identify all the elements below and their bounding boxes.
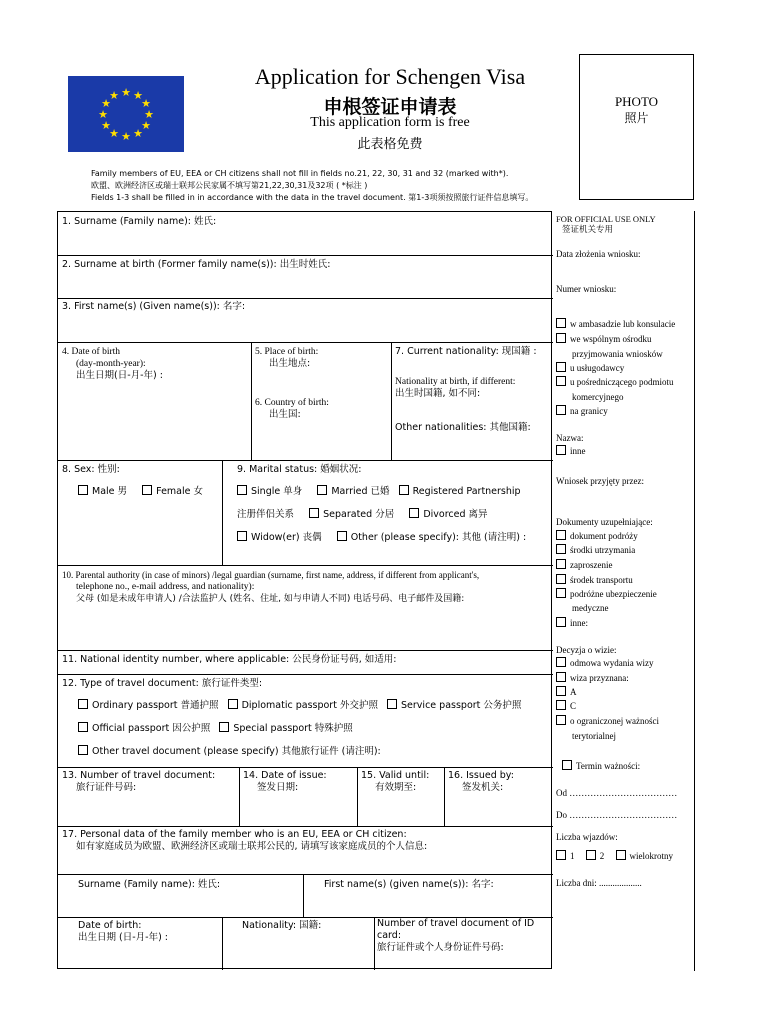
- family-nationality-field[interactable]: [242, 920, 321, 932]
- special-passport-label: Special passport 特殊护照: [233, 723, 353, 734]
- common-centre-label: we wspólnym ośrodku: [570, 334, 652, 344]
- married-label: Married 已婚: [331, 486, 390, 497]
- ltv-checkbox[interactable]: [556, 715, 566, 725]
- nationality-birth-label: Nationality at birth, if different:: [395, 377, 516, 387]
- svg-text:★: ★: [121, 86, 131, 99]
- note-1: Family members of EU, EEA or CH citizens shall not fill in fields no.21, 22, 30, 31 and 32 (marked with*).: [91, 169, 509, 178]
- doc-insurance-checkbox[interactable]: [556, 588, 566, 598]
- service-passport-label: Service passport 公务护照: [401, 700, 522, 711]
- female-checkbox[interactable]: [142, 485, 152, 495]
- guardian-label: 10. Parental authority (in case of minors) /legal guardian (surname, first name, address, if different from applicant's,: [62, 570, 480, 580]
- field-guardian[interactable]: [62, 569, 550, 605]
- intermediary-label: u pośredniczącego podmiotu: [570, 377, 674, 387]
- family-first-name-label: First name(s) (given name(s)): 名字:: [324, 879, 494, 890]
- decision-c: [556, 700, 576, 712]
- field-nationality[interactable]: [395, 346, 551, 434]
- marital-other-label: Other (please specify): 其他 (请注明) :: [350, 532, 527, 543]
- field-first-name[interactable]: [62, 301, 245, 313]
- eu-flag-logo: [68, 76, 184, 152]
- valid-from-label: Od ………………………………: [556, 788, 678, 798]
- family-surname-label: Surname (Family name): 姓氏:: [78, 879, 221, 890]
- intermediary-label-2: komercyjnego: [572, 392, 624, 402]
- svg-text:★: ★: [133, 127, 143, 140]
- field-country-of-birth[interactable]: [255, 397, 329, 421]
- guardian-label-2: telephone no., e-mail address, and nationality):: [76, 582, 255, 592]
- marital-label: 9. Marital status: 婚姻状况:: [237, 464, 362, 475]
- visa-c-label: C: [570, 701, 577, 711]
- family-dob-label: Date of birth:: [78, 920, 142, 931]
- family-surname-field[interactable]: [78, 879, 220, 891]
- visa-a-label: A: [570, 687, 577, 697]
- svg-text:★: ★: [101, 97, 111, 110]
- field-first-name-label: 3. First name(s) (Given name(s)): 名字:: [62, 301, 246, 312]
- place-common-centre: [556, 333, 652, 345]
- dob-label-zh: 出生日期(日-月-年) :: [76, 370, 163, 381]
- family-member-label-zh: 如有家庭成员为欧盟、欧洲经济区或瑞士联邦公民的, 请填写该家庭成员的个人信息:: [76, 841, 428, 852]
- doc-insurance: [556, 588, 657, 600]
- special-passport-checkbox[interactable]: [219, 722, 229, 732]
- visa-a-checkbox[interactable]: [556, 686, 566, 696]
- entries-options: [556, 850, 673, 862]
- field-date-of-birth[interactable]: [62, 346, 163, 382]
- refused-label: odmowa wydania wizy: [570, 658, 654, 668]
- decision-refused: [556, 657, 653, 669]
- entries-label: Liczba wjazdów:: [556, 832, 618, 842]
- field-family-member: [62, 829, 550, 853]
- ltv-label: o ograniczonej ważności: [570, 716, 659, 726]
- application-form: [57, 211, 552, 969]
- service-passport-checkbox[interactable]: [387, 699, 397, 709]
- pob-label-zh: 出生地点:: [269, 358, 311, 369]
- place-provider: [556, 362, 624, 374]
- doc-insurance-label-2: medyczne: [572, 603, 609, 613]
- intermediary-checkbox[interactable]: [556, 376, 566, 386]
- provider-label: u usługodawcy: [570, 363, 625, 373]
- application-date-label: Data złożenia wniosku:: [556, 249, 641, 259]
- official-heading-zh: 签证机关专用: [562, 225, 614, 235]
- svg-text:★: ★: [101, 119, 111, 132]
- family-first-name-field[interactable]: [324, 879, 494, 891]
- single-label: Single 单身: [251, 486, 303, 497]
- valid-until-label: 15. Valid until:: [361, 770, 430, 781]
- svg-text:★: ★: [109, 89, 119, 102]
- validity-label: Termin ważności:: [576, 761, 641, 771]
- single-checkbox[interactable]: [237, 485, 247, 495]
- note-3: Fields 1-3 shall be filled in in accordance with the data in the travel document. 第1-3项须按照旅行证件信息填写。: [91, 193, 534, 202]
- entries-2-checkbox[interactable]: [586, 850, 596, 860]
- application-number-label: Numer wniosku:: [556, 284, 617, 294]
- place-border: [556, 405, 608, 417]
- visa-c-checkbox[interactable]: [556, 700, 566, 710]
- place-intermediary: [556, 376, 673, 388]
- days-label: Liczba dni: ...................: [556, 878, 642, 888]
- divorced-checkbox[interactable]: [409, 508, 419, 518]
- provider-checkbox[interactable]: [556, 362, 566, 372]
- decision-issued: [556, 672, 629, 684]
- other-place-checkbox[interactable]: [556, 445, 566, 455]
- official-heading: FOR OFFICIAL USE ONLY: [556, 214, 656, 224]
- doc-means: [556, 544, 635, 556]
- female-label: Female 女: [156, 486, 204, 497]
- validity-checkbox[interactable]: [562, 760, 572, 770]
- issue-date-label: 14. Date of issue:: [243, 770, 327, 781]
- border-label: na granicy: [570, 406, 608, 416]
- valid-until-label-zh: 有效期至:: [375, 782, 417, 793]
- svg-text:★: ★: [144, 108, 154, 121]
- male-checkbox[interactable]: [78, 485, 88, 495]
- nationality-label: 7. Current nationality: 现国籍 :: [395, 346, 537, 357]
- decision-ltv: [556, 715, 659, 727]
- nationality-birth-label-zh: 出生时国籍, 如不同:: [395, 388, 481, 399]
- common-centre-checkbox[interactable]: [556, 333, 566, 343]
- photo-box: [579, 54, 694, 200]
- doc-transport-label: środek transportu: [570, 575, 633, 585]
- form-title-zh: 申根签证申请表: [323, 96, 457, 118]
- dob-label: 4. Date of birth: [62, 347, 121, 357]
- doc-other: [556, 617, 588, 629]
- field-surname-at-birth-label: 2. Surname at birth (Former family name(s)): 出生时姓氏:: [62, 259, 331, 270]
- ltv-label-2: terytorialnej: [572, 731, 616, 741]
- doc-means-label: środki utrzymania: [570, 545, 636, 555]
- doc-invitation: [556, 559, 612, 571]
- entries-2-label: 2: [599, 851, 605, 861]
- other-document-label: Other travel document (please specify) 其他旅行证件 (请注明):: [92, 746, 381, 757]
- svg-text:★: ★: [141, 97, 151, 110]
- place-other: [556, 445, 586, 457]
- doc-number-label-zh: 旅行证件号码:: [76, 782, 137, 793]
- photo-label: PHOTO: [614, 94, 659, 109]
- doc-transport-checkbox[interactable]: [556, 574, 566, 584]
- field-date-of-issue[interactable]: [243, 770, 327, 794]
- family-nationality-label: Nationality: 国籍:: [242, 920, 322, 931]
- official-passport-label: Official passport 因公护照: [92, 723, 211, 734]
- svg-text:★: ★: [121, 130, 131, 143]
- separated-checkbox[interactable]: [309, 508, 319, 518]
- partnership-label-zh: 注册伴侣关系: [237, 509, 295, 520]
- svg-text:★: ★: [133, 89, 143, 102]
- valid-to-label: Do ………………………………: [556, 810, 678, 820]
- dob-format: (day-month-year):: [76, 359, 146, 369]
- doc-number-label: 13. Number of travel document:: [62, 770, 216, 781]
- partnership-label: Registered Partnership: [412, 486, 521, 497]
- field-travel-document-type: [62, 678, 550, 758]
- official-use-column: [552, 211, 695, 971]
- note-2: 欧盟、欧洲经济区或瑞士联邦公民家属不填写第21,22,30,31及32项 ( *标注 ): [91, 181, 368, 190]
- form-title: Application for Schengen Visa: [254, 64, 526, 89]
- family-document-label-zh: 旅行证件或个人身份证件号码:: [377, 942, 504, 953]
- other-document-checkbox[interactable]: [78, 745, 88, 755]
- widow-checkbox[interactable]: [237, 531, 247, 541]
- cob-label: 6. Country of birth:: [255, 398, 329, 408]
- guardian-label-zh: 父母 (如是未成年申请人) /合法监护人 (姓名、住址, 如与申请人不同) 电话号码、电子邮件及国籍:: [76, 594, 465, 604]
- family-dob-label-zh: 出生日期 (日-月-年) :: [78, 932, 169, 943]
- field-marital-status: [237, 464, 549, 544]
- doc-other-label: inne:: [570, 618, 588, 628]
- doc-travel-checkbox[interactable]: [556, 530, 566, 540]
- entries-1-label: 1: [570, 851, 575, 861]
- issued-label: wiza przyznana:: [570, 673, 629, 683]
- decision-a: [556, 686, 577, 698]
- partnership-checkbox[interactable]: [399, 485, 409, 495]
- field-issued-by[interactable]: [448, 770, 514, 794]
- divorced-label: Divorced 离异: [423, 509, 488, 520]
- issued-checkbox[interactable]: [556, 672, 566, 682]
- entries-1-checkbox[interactable]: [556, 850, 566, 860]
- instructions: [91, 168, 561, 204]
- field-document-number[interactable]: [62, 770, 215, 794]
- refused-checkbox[interactable]: [556, 657, 566, 667]
- validity: [562, 760, 640, 772]
- field-surname[interactable]: [62, 216, 216, 228]
- ordinary-passport-label: Ordinary passport 普通护照: [92, 700, 219, 711]
- doc-travel-label: dokument podróży: [570, 531, 638, 541]
- doc-travel: [556, 530, 638, 542]
- ordinary-passport-checkbox[interactable]: [78, 699, 88, 709]
- entries-multiple-checkbox[interactable]: [616, 850, 626, 860]
- national-id-label: 11. National identity number, where applicable: 公民身份证号码, 如适用:: [62, 654, 397, 665]
- doc-means-checkbox[interactable]: [556, 544, 566, 554]
- field-place-of-birth[interactable]: [255, 346, 318, 370]
- diplomatic-passport-label: Diplomatic passport 外交护照: [241, 700, 378, 711]
- field-surname-label: 1. Surname (Family name): 姓氏:: [62, 216, 217, 227]
- official-passport-checkbox[interactable]: [78, 722, 88, 732]
- doc-transport: [556, 574, 633, 586]
- field-national-id[interactable]: [62, 654, 397, 666]
- svg-text:★: ★: [109, 127, 119, 140]
- doc-insurance-label: podróżne ubezpieczenie: [570, 589, 657, 599]
- issue-date-label-zh: 签发日期:: [257, 782, 299, 793]
- diplomatic-passport-checkbox[interactable]: [228, 699, 238, 709]
- other-place-label: inne: [570, 446, 586, 456]
- field-sex: [62, 464, 203, 498]
- common-centre-label-2: przyjmowania wniosków: [572, 349, 663, 359]
- doc-invitation-label: zaproszenie: [570, 560, 613, 570]
- place-embassy: [556, 318, 675, 330]
- male-label: Male 男: [92, 486, 128, 497]
- married-checkbox[interactable]: [317, 485, 327, 495]
- issued-by-label: 16. Issued by:: [448, 770, 514, 781]
- svg-text:★: ★: [98, 108, 108, 121]
- visa-decision-label: Decyzja o wizie:: [556, 645, 617, 655]
- doc-invitation-checkbox[interactable]: [556, 559, 566, 569]
- other-nationalities-label: Other nationalities: 其他国籍:: [395, 422, 531, 433]
- issued-by-label-zh: 签发机关:: [462, 782, 504, 793]
- separated-label: Separated 分居: [323, 509, 395, 520]
- widow-label: Widow(er) 丧偶: [251, 532, 322, 543]
- svg-text:★: ★: [141, 119, 151, 132]
- free-note-zh: 此表格免费: [357, 137, 423, 152]
- field-surname-at-birth[interactable]: [62, 259, 330, 271]
- cob-label-zh: 出生国:: [269, 409, 301, 420]
- sex-label: 8. Sex: 性别:: [62, 464, 120, 475]
- doc-other-checkbox[interactable]: [556, 617, 566, 627]
- pob-label: 5. Place of birth:: [255, 347, 319, 357]
- accepted-by-label: Wniosek przyjęty przez:: [556, 476, 644, 486]
- entries-multiple-label: wielokrotny: [629, 851, 673, 861]
- name-label: Nazwa:: [556, 433, 584, 443]
- photo-label-zh: 照片: [624, 111, 649, 125]
- family-dob-field[interactable]: [78, 920, 168, 944]
- family-document-field[interactable]: [377, 918, 551, 954]
- free-note: This application form is free: [310, 115, 470, 130]
- supporting-docs-label: Dokumenty uzupełniające:: [556, 517, 653, 527]
- border-checkbox[interactable]: [556, 405, 566, 415]
- marital-other-checkbox[interactable]: [337, 531, 347, 541]
- family-member-label: 17. Personal data of the family member who is an EU, EEA or CH citizen:: [62, 829, 407, 840]
- embassy-label: w ambasadzie lub konsulacie: [570, 319, 676, 329]
- family-document-label: Number of travel document of ID card:: [377, 918, 535, 941]
- field-valid-until[interactable]: [361, 770, 429, 794]
- embassy-checkbox[interactable]: [556, 318, 566, 328]
- doc-type-label: 12. Type of travel document: 旅行证件类型:: [62, 678, 263, 689]
